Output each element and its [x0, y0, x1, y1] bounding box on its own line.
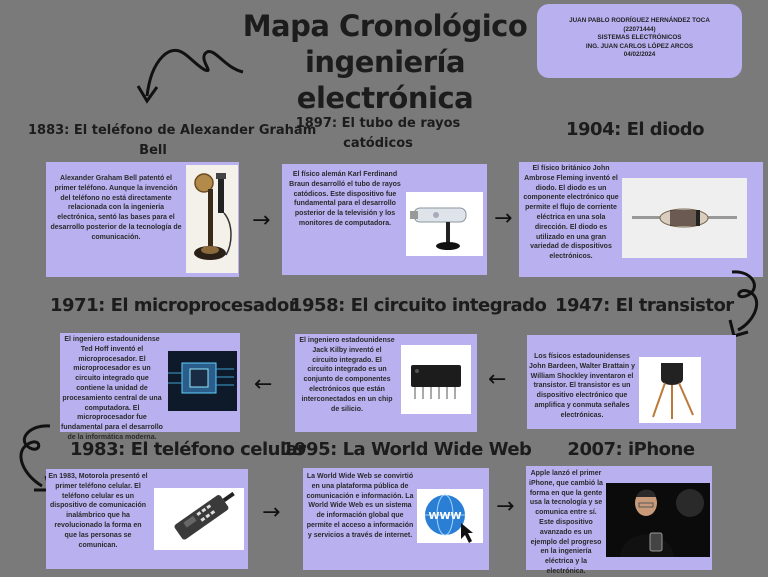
heading-1897-line2: catódicos	[343, 136, 413, 151]
heading-1883-line1: 1883: El teléfono de Alexander Graham	[28, 123, 317, 138]
arrow-left-1: ←	[488, 367, 507, 392]
page-title	[240, 8, 530, 116]
candlestick-telephone-icon	[186, 165, 238, 273]
heading-1995	[282, 436, 532, 464]
card-1883-text: Alexander Graham Bell patentó el primer teléfono. Aunque la invención del teléfono no está directamente relacionada con la ingeniería electrónica, sentó las bases para el desarrollo posterior de la tecnología de comunicación.	[50, 175, 182, 241]
heading-1904	[566, 116, 704, 144]
heading-1971	[50, 292, 298, 320]
heading-1897-line1: 1897: El tubo de rayos	[295, 116, 461, 131]
brick-cellphone-icon	[154, 488, 244, 550]
heading-1883-line2: Bell	[139, 143, 167, 158]
card-1958	[295, 334, 477, 432]
card-1947-text: Los físicos estadounidenses John Bardeen, Walter Brattain y William Shockley inventaron el transistor. El transistor es un dispositivo electrónico que amplifica y conmuta señales electrónicas.	[529, 353, 635, 419]
heading-1947	[555, 292, 734, 320]
card-1897-text: El físico alemán Karl Ferdinand Braun desarrolló el tubo de rayos catódicos. Este dispositivo fue fundamental para el desarrollo posterior de la televisión y los monitores de computadora.	[289, 171, 401, 227]
card-1995	[303, 468, 489, 570]
heading-1983-line1: 1983: El teléfono celular	[70, 439, 306, 460]
author-id: (22071444)	[623, 25, 656, 33]
author-info-box	[537, 4, 742, 78]
card-2007	[526, 466, 712, 575]
author-subject: SISTEMAS ELECTRÓNICOS	[597, 34, 682, 42]
card-1983-text: En 1983, Motorola presentó el primer teléfono celular. El teléfono celular es un dispositivo de comunicación inalámbrico que ha revolucionado la forma en que las personas se comunican.	[48, 473, 148, 549]
diode-icon	[622, 178, 747, 258]
heading-2007	[566, 436, 696, 464]
arrow-right-1: →	[252, 208, 271, 233]
arrow-left-2: ←	[254, 372, 273, 397]
www-globe-icon	[417, 489, 483, 543]
title-line-2: ingeniería electrónica	[296, 45, 474, 115]
heading-1904-line1: 1904: El diodo	[566, 119, 704, 140]
heading-1897	[288, 114, 468, 154]
heading-1958	[290, 292, 547, 320]
card-1958-text: El ingeniero estadounidense Jack Kilby inventó el circuito integrado. El circuito integrado es un conjunto de componentes electrónicos que están interconectados en un chip de silicio.	[299, 337, 395, 413]
cathode-ray-tube-icon	[406, 192, 483, 256]
card-1971-text: El ingeniero estadounidense Ted Hoff inventó el microprocesador. El microprocesador es un circuito integrado que contiene la unidad de procesamiento central de una computadora. El microprocesador fue fundamental para el desarrollo de la informática moderna.	[61, 336, 163, 441]
svg-text:WWW: WWW	[428, 511, 462, 522]
author-date: 04/02/2024	[623, 51, 656, 59]
heading-1971-line1: 1971: El microprocesador	[50, 295, 298, 316]
iphone-presenter-photo	[606, 483, 710, 557]
microprocessor-icon	[168, 351, 237, 411]
card-1971	[60, 333, 240, 441]
transistor-icon	[639, 357, 701, 423]
card-1983	[46, 469, 248, 569]
heading-2007-line1: 2007: iPhone	[567, 439, 695, 460]
heading-1995-line1: 1995: La World Wide Web	[282, 439, 532, 460]
title-line-1: Mapa Cronológico	[242, 9, 528, 43]
curly-arrow-top-icon	[135, 38, 245, 108]
arrow-right-3: →	[262, 500, 281, 525]
card-1904	[519, 162, 763, 277]
card-1947	[527, 335, 736, 429]
integrated-circuit-icon	[401, 345, 471, 414]
arrow-right-2: →	[494, 206, 513, 231]
heading-1958-line1: 1958: El circuito integrado	[290, 295, 547, 316]
author-name: JUAN PABLO RODRÍGUEZ HERNÁNDEZ TOCA	[569, 17, 710, 24]
arrow-right-4: →	[496, 494, 515, 519]
card-2007-text: Apple lanzó el primer iPhone, que cambió la forma en que la gente usa la tecnología y se comunica entre sí. Este dispositivo avanzado es un ejemplo del progreso en la ingeniería eléctrica y la electrónica.	[529, 470, 603, 575]
author-teacher: ING. JUAN CARLOS LÓPEZ ARCOS	[585, 42, 694, 50]
heading-1947-line1: 1947: El transistor	[555, 295, 734, 316]
card-1897	[282, 164, 487, 275]
heading-1983	[70, 436, 306, 464]
card-1904-text: El físico británico John Ambrose Fleming inventó el diodo. El diodo es un componente electrónico que permite el flujo de corriente eléctrica en una sola dirección. El diodo es utilizado en una gran variedad de dispositivos electrónicos.	[523, 165, 619, 261]
card-1883	[46, 162, 239, 277]
heading-1883	[28, 121, 317, 161]
card-1995-text: La World Wide Web se convirtió en una plataforma pública de comunicación e información. La World Wide Web es un sistema de información global que permite el acceso a información y servicios a través de internet.	[306, 473, 414, 539]
